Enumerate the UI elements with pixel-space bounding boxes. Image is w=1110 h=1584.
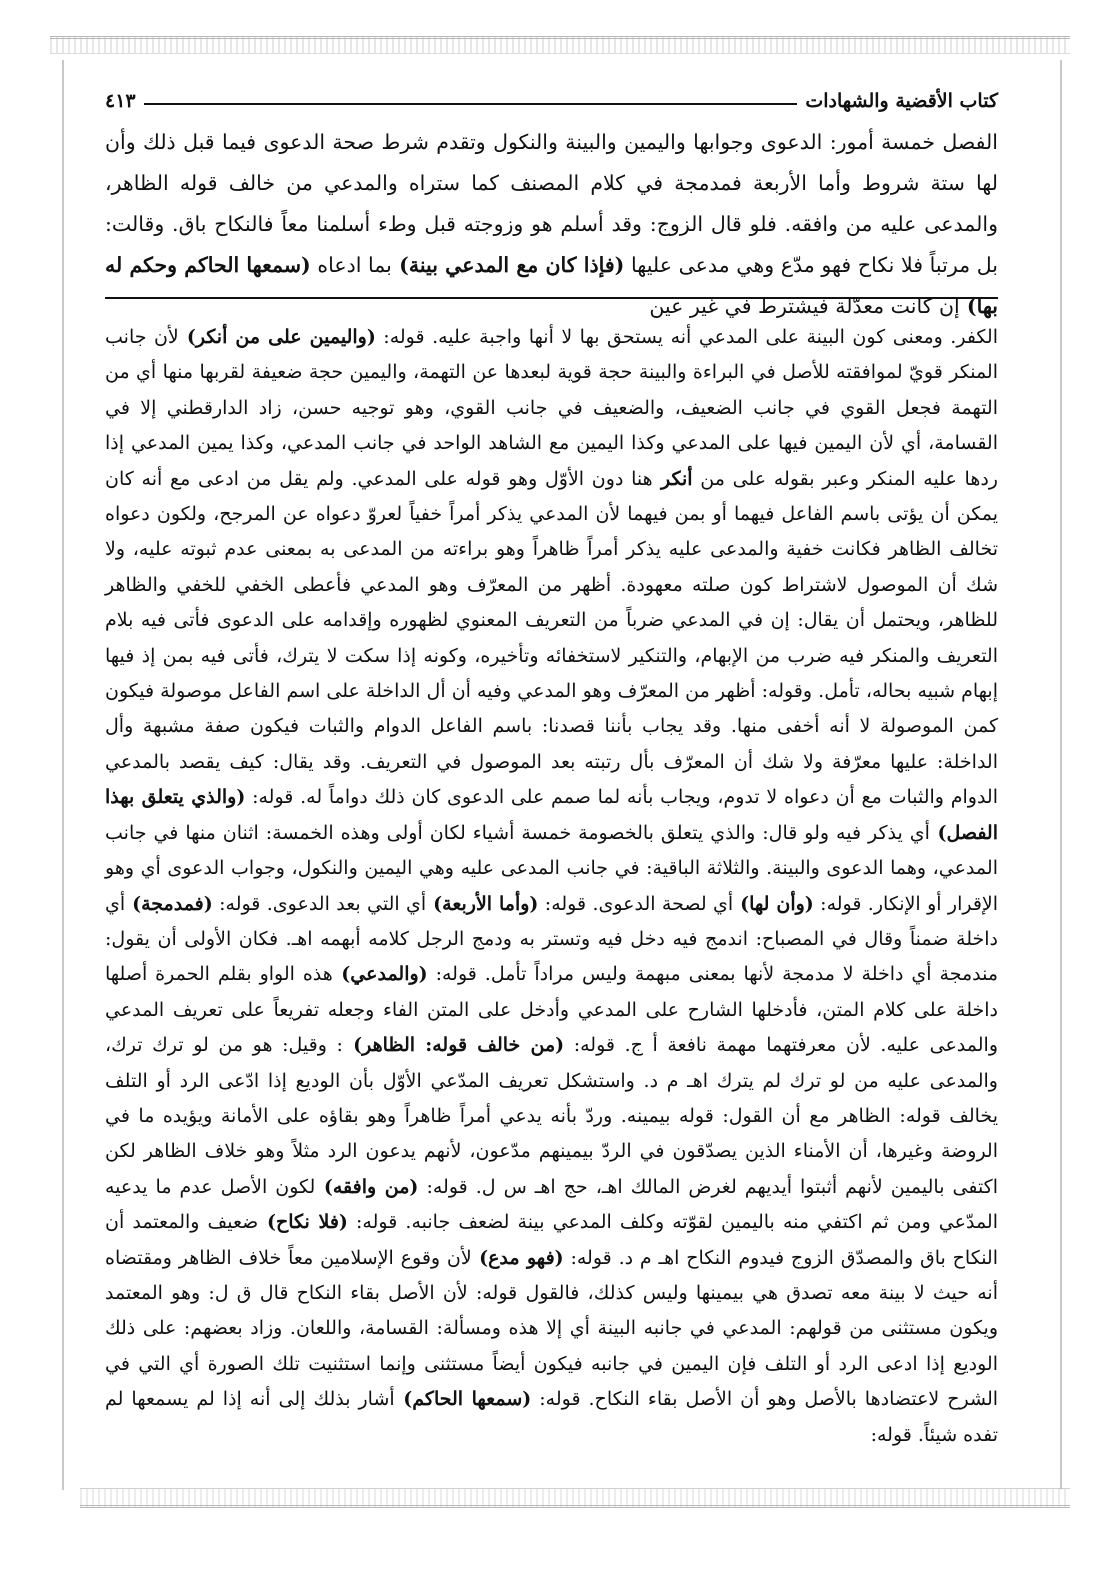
commentary-quote: (سمعها الحاكم) (394, 1388, 532, 1411)
matn-text: إن كانت معدّلة فيشترط في غير عين (649, 294, 960, 318)
matn-bold-phrase: (سمعها الحاكم وحكم له بها) (105, 253, 998, 318)
commentary-quote: (وأن لها) (733, 892, 814, 915)
matn-text: الفصل خمسة أمور: الدعوى وجوابها واليمين والبينة والنكول وتقدم شرط صحة الدعوى فيما قبل ذلك وأن لها ستة شروط وأما الأربعة فمدمجة في كلام المصنف كما ستراه والمدعي من خالف قوله الظاهر، والمدعى عليه من وافقه. فلو قال الزوج: وقد أسلم هو وزوجته قبل وطء أسلمنا معاً فالنكاح باق. وقالت: بل مرتباً فلا نكاح فهو مدّع وهي مدعى عليها (105, 130, 998, 277)
commentary-text: أشار بذلك إلى أنه إذا لم يسمعها لم تفده شيئاً. قوله: (105, 1388, 998, 1446)
book-title: كتاب الأقضية والشهادات (805, 90, 998, 112)
page-number: ٤١٣ (105, 90, 136, 112)
matn-bold-phrase: (فإذا كان مع المدعي بينة) (391, 253, 625, 277)
commentary-text: أي يذكر فيه ولو قال: والذي يتعلق بالخصومة خمسة أشياء لكان أولى وهذه الخمسة: اثنان منها في جانب المدعي، وهما الدعوى والبينة. والثلاثة الباقية: في جانب المدعى عليه وهي اليمين والنكول، وجواب الدعوى أي وهو الإقرار أو الإنكار. قوله: (105, 821, 999, 915)
commentary-quote: (من خالف قوله: الظاهر) (342, 1034, 565, 1057)
commentary-text: أي داخلة ضمناً وقال في المصباح: اندمج فيه دخل فيه وتستر به ودمج الرجل كلامه أبهمه اهـ. فكان الأولى أن يقول: مندمجة أي داخلة لا مدمجة لأنها بمعنى مبهمة وليس مراداً تأمل. قوله: (105, 892, 999, 986)
right-page-border (1054, 60, 1062, 1490)
section-separator (105, 297, 998, 299)
top-ornamental-border (50, 36, 1070, 54)
commentary-text: لأن جانب المنكر قويّ لموافقته للأصل في البراءة والبينة حجة قوية لبعدها عن التهمة، واليمين حجة ضعيفة لقربها منها أي من التهمة فجعل القوي في جانب الضعيف، والضعيف في جانب القوي، وهو توجيه حسن، زاد الدارقطني إلا في القسامة، أي لأن اليمين فيها على المدعي وكذا اليمين مع الشاهد الواحد في جانب المدعي، وكذا يمين المدعي إذا ردها عليه المنكر وعبر بقوله على من (105, 326, 998, 490)
commentary-quote: (من وافقه) (315, 1175, 419, 1198)
commentary-text: أي لصحة الدعوى. قوله: (538, 892, 734, 915)
commentary-quote: (واليمين على من أنكر) (178, 326, 376, 348)
commentary-text: هنا دون الأوّل وهو قوله على المدعي. ولم يقل من ادعى مع أنه كان يمكن أن يؤتى باسم الفاعل فيهما أو بمن فيهما لأن المدعي يذكر أمراً خفياً لعروّ دعواه عن المرجح، ولكون دعواه تخالف الظاهر فكانت خفية والمدعى عليه يذكر أمراً ظاهراً وهو براءته من المدعى به بمعنى عدم ثبوته عليه، ولا شك أن الموصول لاشتراط كون صلته معهودة. أظهر من المعرّف وهو المدعي فأعطى الخفي للخفي والظاهر للظاهر، ويحتمل أن يقال: إن في المدعي ضرباً من التعريف المعنوي لظهوره وإقدامه على الدعوى فأتى فيه بلام التعريف والمنكر فيه ضرب من الإبهام، والتنكير لاستخفائه وتأخيره، وكونه إذا سكت لا يترك، فأتى فيه بمن إذ فيها إبهام شبيه بحاله، تأمل. وقوله: أظهر من المعرّف وهو المدعي وفيه أن أل الداخلة على اسم الفاعل موصولة فيكون كمن الموصولة لا أنه أخفى منها. وقد يجاب بأننا قصدنا: باسم الفاعل الدوام والثبات فيكون صفة مشبهة وأل الداخلة: عليها معرّفة ولا شك أن المعرّف بأل رتبته بعد الموصول في التعريف. وقد يقال: كيف يقصد بالمدعي الدوام والثبات مع أن دعواه لا تدوم، ويجاب بأنه لما صمم على الدعوى كان ذلك دواماً له. قوله: (105, 467, 999, 809)
page-header (105, 80, 998, 112)
commentary-quote: (فهو مدع) (471, 1246, 564, 1269)
commentary-text: ضعيف والمعتمد أن النكاح باق والمصدّق الزوج فيدوم النكاح اهـ م د. قوله: (105, 1211, 998, 1269)
commentary-text: الكفر. ومعنى كون البينة على المدعي أنه يستحق بها لا أنها واجبة عليه. قوله: (375, 326, 998, 348)
commentary-quote: (والمدعي) (332, 963, 428, 986)
commentary-text-sharh (105, 320, 998, 1453)
commentary-quote: (فمدمجة) (125, 892, 213, 915)
header-rule (144, 103, 798, 105)
bottom-ornamental-border (80, 1488, 1070, 1508)
commentary-quote: (والذي يتعلق بهذا الفصل) (105, 786, 998, 844)
matn-text: بما ادعاه (310, 253, 392, 277)
commentary-text: أي التي بعد الدعوى. قوله: (212, 892, 427, 915)
left-page-border (62, 60, 70, 1490)
commentary-text: لأن وقوع الإسلامين معاً خلاف الظاهر ومقتضاه أنه حيث لا بينة معه تصدق هي بيمينها وليس كذلك، فالقول قوله: لأن الأصل بقاء النكاح قال ق ل: وهو المعتمد ويكون مستثنى من قولهم: المدعي في جانبه البينة أي إلا هذه ومسألة: القسامة، واللعان. وزاد بعضهم: على ذلك الوديع إذا ادعى الرد أو التلف فإن اليمين في جانبه فيكون أيضاً مستثنى وإنما استثنيت تلك الصورة أي التي في الشرح لاعتضادها بالأصل وهو أن الأصل بقاء النكاح. قوله: (105, 1246, 999, 1411)
commentary-quote: (فلا نكاح) (258, 1211, 348, 1234)
commentary-quote: (وأما الأربعة) (426, 892, 539, 915)
commentary-text: لكون الأصل عدم ما يدعيه المدّعي ومن ثم اكتفي منه باليمين لقوّته وكلف المدعي بينة لضعف جانبه. قوله: (105, 1175, 998, 1234)
commentary-quote: أنكر (652, 467, 693, 490)
commentary-paragraph (105, 320, 998, 1453)
commentary-text: هذه الواو بقلم الحمرة أصلها داخلة على كلام المتن، فأدخلها الشارح على المدعي وأدخل على المتن الفاء وجعله تفريعاً على تعريف المدعي والمدعى عليه. لأن معرفتهما مهمة نافعة أ ج. قوله: (105, 963, 998, 1057)
commentary-text: : وقيل: هو من لو ترك ترك، والمدعى عليه من لو ترك لم يترك اهـ م د. واستشكل تعريف المدّعي الأوّل بأن الوديع إذا ادّعى الرد أو التلف يخالف قوله: الظاهر مع أن القول: قوله بيمينه. وردّ بأنه يدعي أمراً ظاهراً وهو بقاؤه على الأمانة ويؤيده ما في الروضة وغيرها، أن الأمناء الذين يصدّقون في الردّ بيمينهم مدّعون، لأنهم يدعون الرد مثلاً وهو خلاف الظاهر لكن اكتفى باليمين لأنهم أثبتوا أيديهم لغرض المالك اهـ، حج اهـ س ل. قوله: (105, 1034, 998, 1198)
